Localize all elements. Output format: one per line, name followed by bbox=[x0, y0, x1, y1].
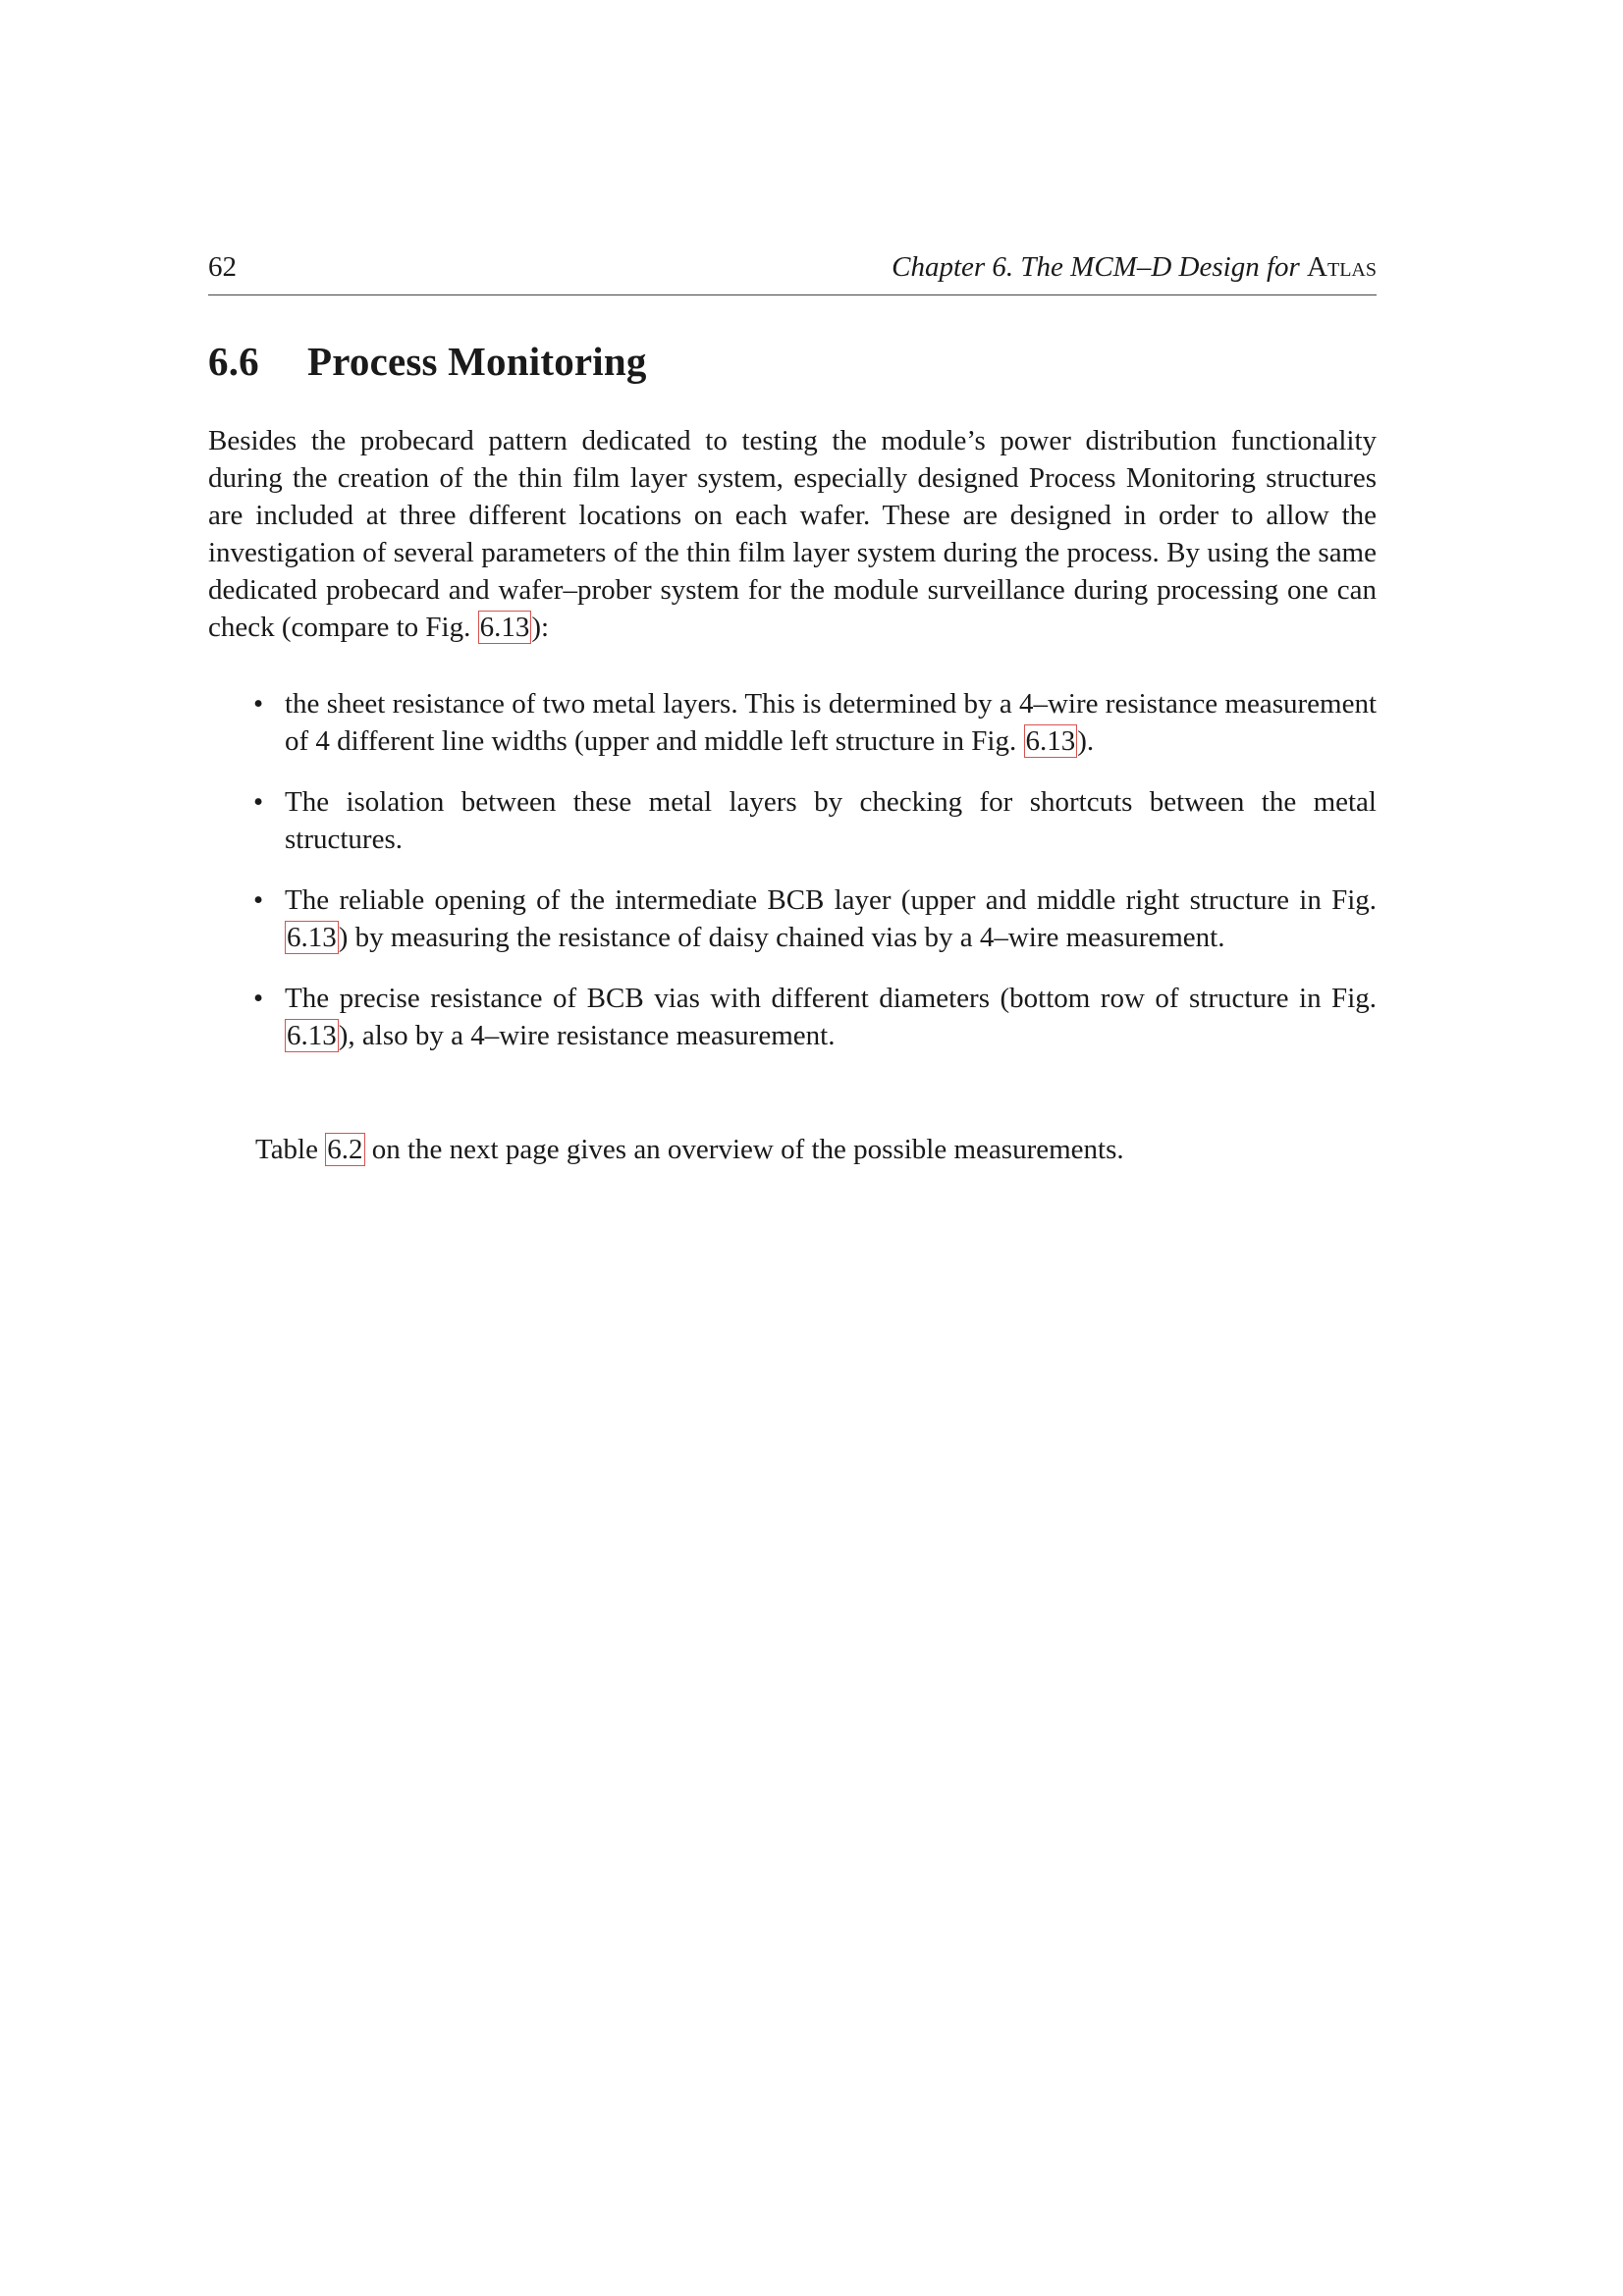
bullet-icon: • bbox=[253, 688, 264, 720]
page-number: 62 bbox=[208, 251, 237, 283]
list-item bbox=[208, 685, 1377, 760]
list-item-text: the sheet resistance of two metal layers. This is determined by a 4–wire resistance measurement of 4 different line widths (upper and middle left structure in Fig. bbox=[285, 688, 1377, 757]
page-header bbox=[208, 249, 1377, 295]
table-note bbox=[255, 1131, 1377, 1168]
list-item bbox=[208, 783, 1377, 858]
list-item bbox=[208, 881, 1377, 956]
intro-text: Besides the probecard pattern dedicated to testing the module’s power distribution functionality during the creation of the thin film layer system, especially designed Process Monitoring structures are included at three different locations on each wafer. These are designed in order to allow the investigation of several parameters of the thin film layer system during the process. By using the same dedicated probecard and wafer–prober system for the module surveillance during processing one can check (compare to Fig. bbox=[208, 425, 1377, 643]
running-head-atlas: Atlas bbox=[1307, 251, 1377, 283]
figure-ref-link[interactable]: 6.13 bbox=[479, 612, 530, 643]
section-number: 6.6 bbox=[208, 339, 259, 384]
bullet-icon: • bbox=[253, 983, 264, 1014]
list-item-text: The precise resistance of BCB vias with different diameters (bottom row of structure in Fig. bbox=[285, 983, 1377, 1014]
section-title: Process Monitoring bbox=[307, 339, 647, 384]
list-item-text-end: ). bbox=[1077, 725, 1095, 757]
running-head-chapter: Chapter 6. The MCM–D Design for bbox=[892, 251, 1308, 283]
section-heading bbox=[208, 338, 647, 385]
table-note-text-end: on the next page gives an overview of the possible measurements. bbox=[364, 1134, 1124, 1165]
intro-text-end: ): bbox=[531, 612, 550, 643]
list-item-text-end: ), also by a 4–wire resistance measurement. bbox=[338, 1020, 836, 1051]
bullet-icon: • bbox=[253, 786, 264, 818]
list-item bbox=[208, 980, 1377, 1054]
figure-ref-link[interactable]: 6.13 bbox=[287, 1020, 337, 1051]
intro-paragraph bbox=[208, 422, 1377, 646]
bullet-icon: • bbox=[253, 884, 264, 916]
figure-ref-link[interactable]: 6.13 bbox=[1025, 725, 1076, 757]
list-item-text-end: ) by measuring the resistance of daisy chained vias by a 4–wire measurement. bbox=[338, 922, 1225, 953]
table-note-text: Table bbox=[255, 1134, 326, 1165]
running-head bbox=[892, 251, 1377, 284]
list-item-text: The reliable opening of the intermediate BCB layer (upper and middle right structure in Fig. bbox=[285, 884, 1377, 916]
bullet-list bbox=[208, 685, 1377, 1078]
table-ref-link[interactable]: 6.2 bbox=[327, 1134, 363, 1165]
list-item-text: The isolation between these metal layers by checking for shortcuts between the metal structures. bbox=[285, 786, 1377, 855]
figure-ref-link[interactable]: 6.13 bbox=[287, 922, 337, 953]
